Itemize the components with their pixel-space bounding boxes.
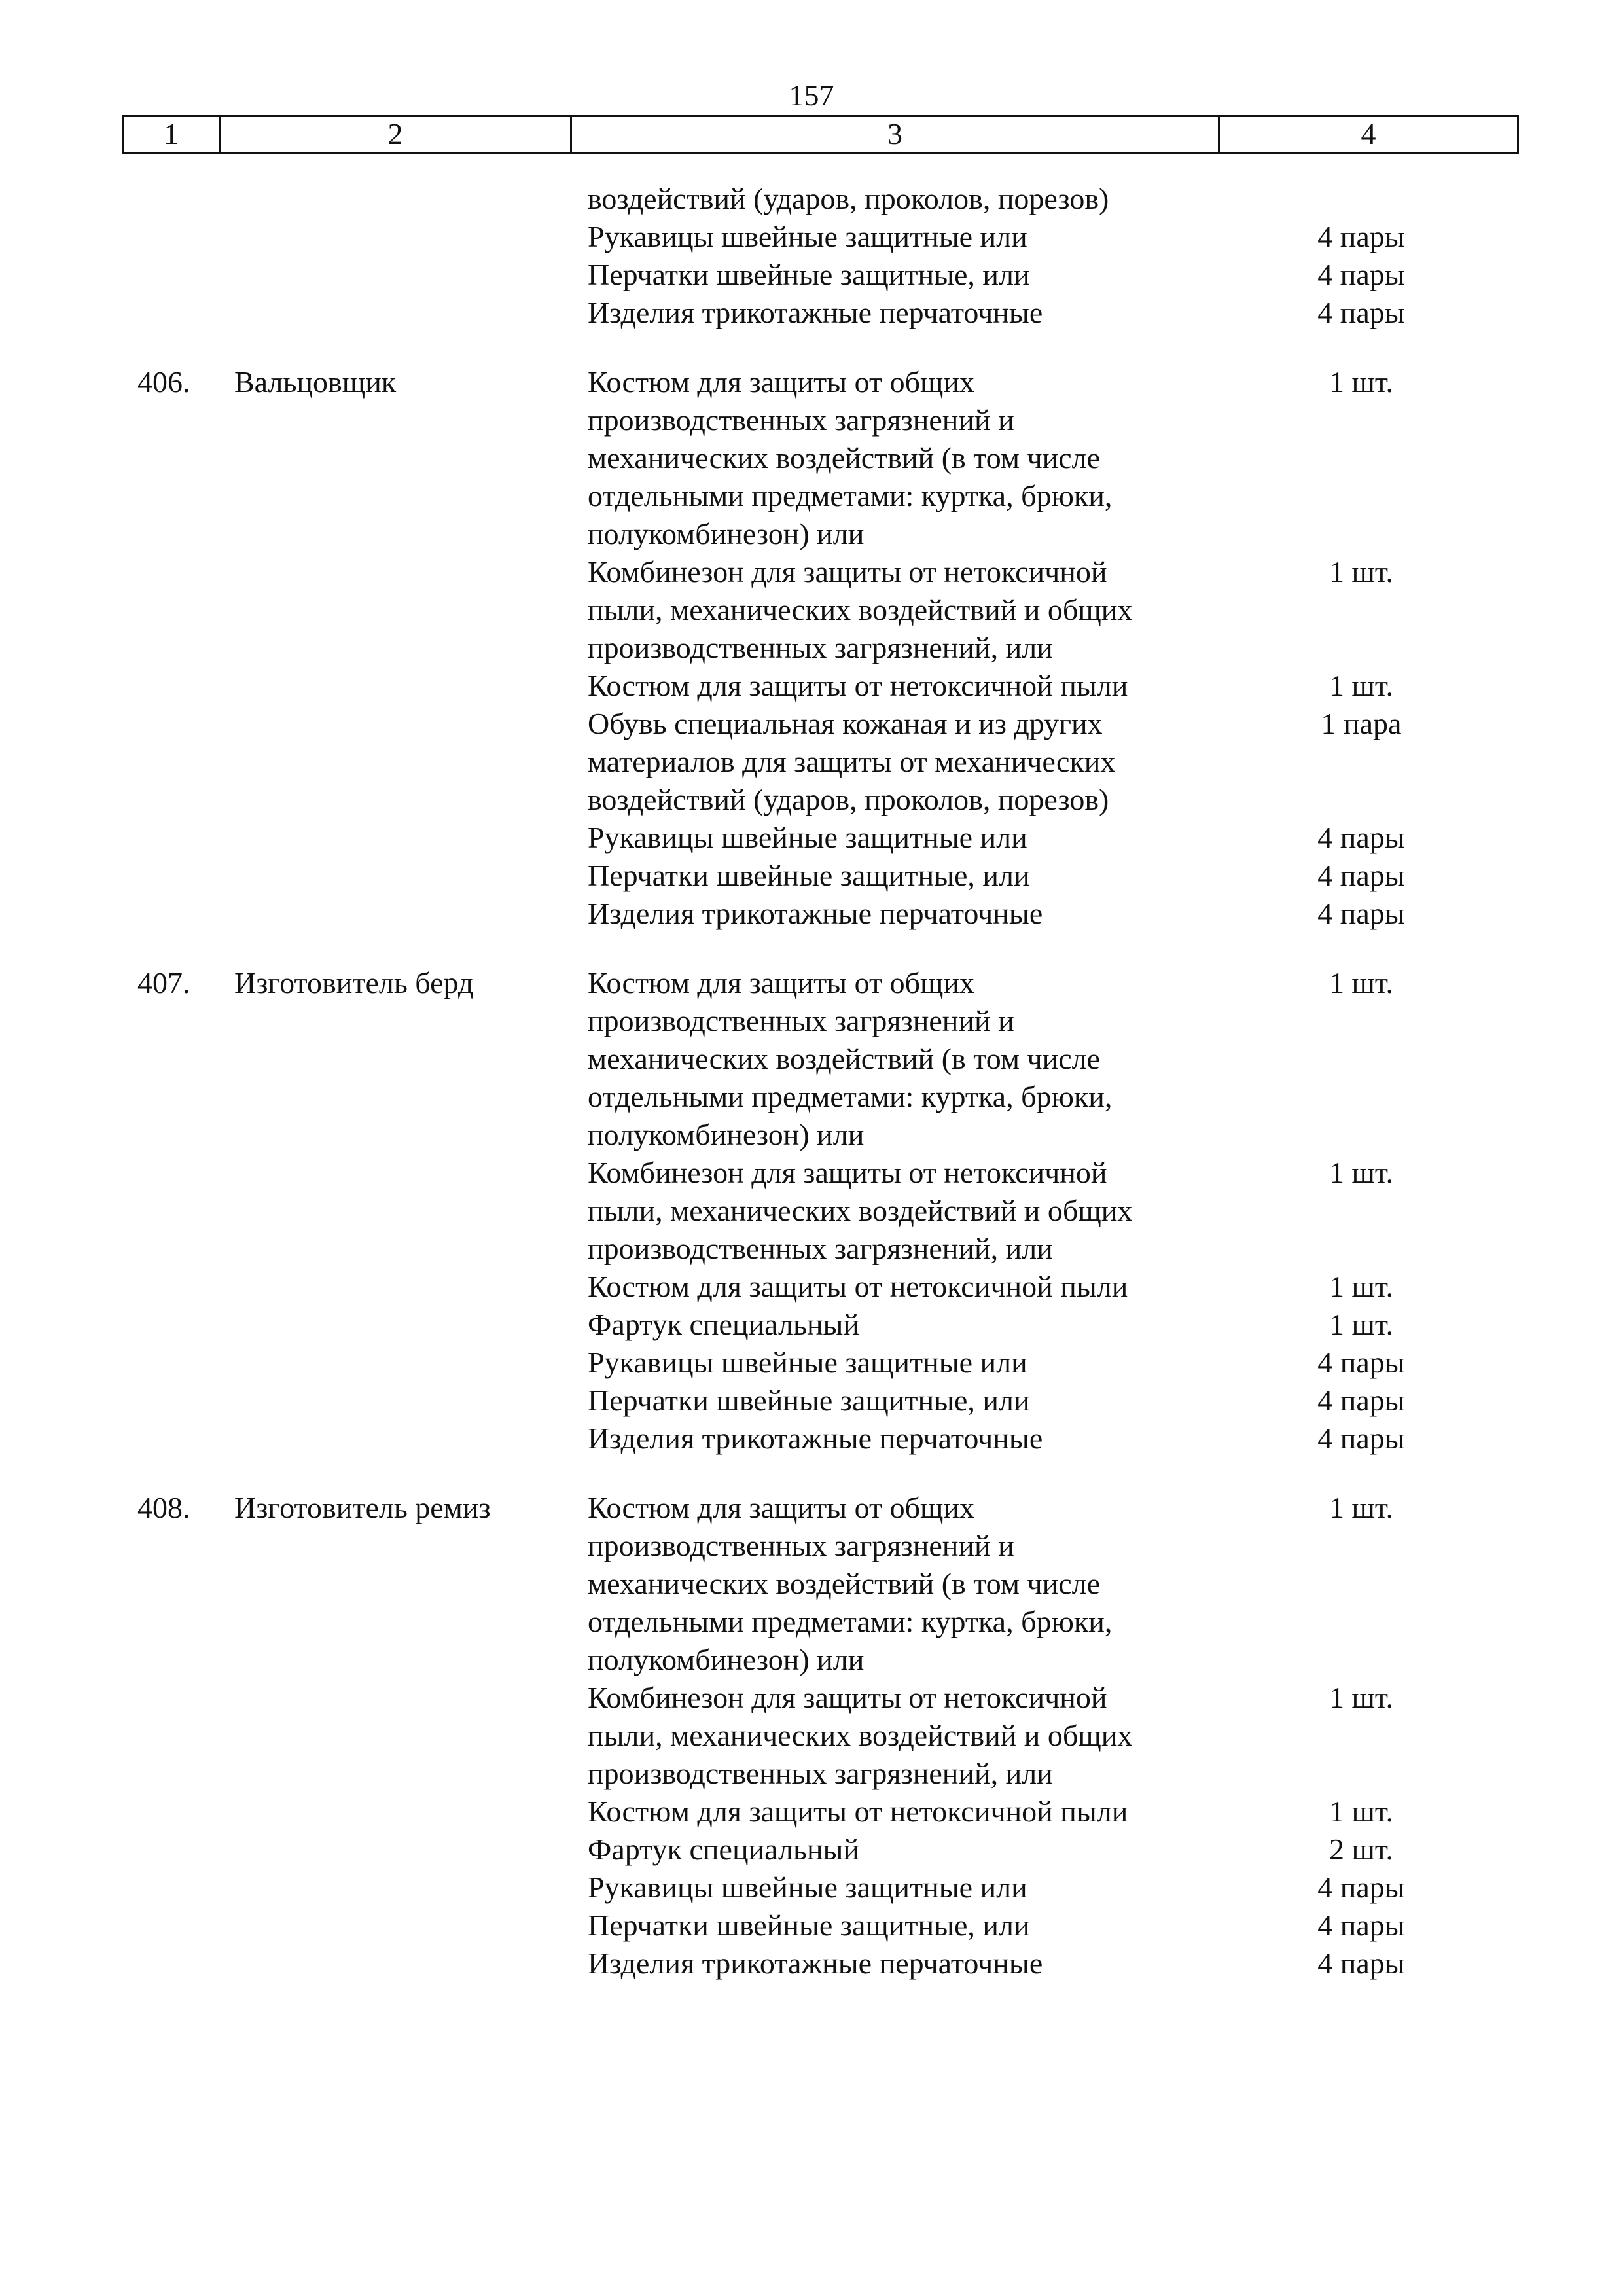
table-row (0, 1755, 1623, 1793)
ppe-quantity: 4 пары (1317, 220, 1405, 253)
table-row (0, 294, 1623, 332)
ppe-item-text: Рукавицы швейные защитные или (588, 220, 1027, 253)
header-col-1: 1 (124, 117, 221, 152)
table-row (0, 363, 1623, 401)
ppe-quantity: 4 пары (1317, 1384, 1405, 1417)
ppe-item-text: производственных загрязнений, или (588, 1757, 1053, 1790)
table-row (0, 1603, 1623, 1641)
ppe-quantity: 4 пары (1317, 897, 1405, 930)
ppe-item-text: материалов для защиты от механических (588, 745, 1116, 778)
page-number: 157 (789, 79, 834, 112)
table-body (0, 180, 1623, 1982)
profession-name: Вальцовщик (234, 365, 397, 399)
ppe-item-text: Костюм для защиты от нетоксичной пыли (588, 669, 1128, 702)
table-row (0, 477, 1623, 515)
table-row (0, 1527, 1623, 1565)
table-row (0, 1268, 1623, 1306)
table-row (0, 1679, 1623, 1717)
ppe-item-text: Изделия трикотажные перчаточные (588, 296, 1043, 329)
table-row (0, 1831, 1623, 1869)
table-row (0, 964, 1623, 1002)
table-row (0, 743, 1623, 781)
ppe-quantity: 1 пара (1321, 707, 1402, 740)
table-row (0, 857, 1623, 895)
ppe-quantity: 1 шт. (1329, 1491, 1394, 1524)
ppe-item-text: Костюм для защиты от нетоксичной пыли (588, 1795, 1128, 1828)
table-row (0, 218, 1623, 256)
table-row (0, 1192, 1623, 1230)
ppe-quantity: 1 шт. (1329, 1795, 1394, 1828)
entry-number: 408. (137, 1491, 190, 1524)
ppe-quantity: 4 пары (1317, 258, 1405, 291)
ppe-item-text: Перчатки швейные защитные, или (588, 1384, 1030, 1417)
ppe-quantity: 4 пары (1317, 821, 1405, 854)
table-row (0, 1907, 1623, 1945)
ppe-item-text: Перчатки швейные защитные, или (588, 859, 1030, 892)
ppe-item-text: пыли, механических воздействий и общих (588, 1719, 1133, 1752)
ppe-quantity: 4 пары (1317, 1346, 1405, 1379)
ppe-item-text: Изделия трикотажные перчаточные (588, 1946, 1043, 1980)
ppe-item-text: полукомбинезон) или (588, 1643, 865, 1676)
ppe-item-text: производственных загрязнений и (588, 403, 1014, 437)
header-col-2: 2 (221, 117, 572, 152)
table-row (0, 1793, 1623, 1831)
ppe-quantity: 1 шт. (1329, 669, 1394, 702)
table-row (0, 895, 1623, 933)
ppe-quantity: 1 шт. (1329, 555, 1394, 588)
ppe-item-text: Комбинезон для защиты от нетоксичной (588, 555, 1107, 588)
table-row (0, 1565, 1623, 1603)
table-row (0, 1717, 1623, 1755)
table-row (0, 1078, 1623, 1116)
table-row (0, 1040, 1623, 1078)
entry-number: 406. (137, 365, 190, 399)
ppe-item-text: производственных загрязнений, или (588, 1232, 1053, 1265)
table-row (0, 256, 1623, 294)
profession-entry (0, 363, 1623, 933)
table-row (0, 439, 1623, 477)
ppe-quantity: 4 пары (1317, 1946, 1405, 1980)
table-row (0, 667, 1623, 705)
table-row (0, 1382, 1623, 1420)
ppe-item-text: отдельными предметами: куртка, брюки, (588, 1080, 1113, 1113)
ppe-quantity: 1 шт. (1329, 365, 1394, 399)
table-row (0, 1002, 1623, 1040)
ppe-quantity: 1 шт. (1329, 1270, 1394, 1303)
ppe-item-text: отдельными предметами: куртка, брюки, (588, 479, 1113, 512)
table-row (0, 705, 1623, 743)
ppe-quantity: 1 шт. (1329, 966, 1394, 999)
ppe-item-text: отдельными предметами: куртка, брюки, (588, 1605, 1113, 1638)
ppe-quantity: 1 шт. (1329, 1681, 1394, 1714)
ppe-item-text: Рукавицы швейные защитные или (588, 1346, 1027, 1379)
ppe-item-text: полукомбинезон) или (588, 1118, 865, 1151)
table-row (0, 781, 1623, 819)
ppe-item-text: пыли, механических воздействий и общих (588, 1194, 1133, 1227)
ppe-item-text: Рукавицы швейные защитные или (588, 821, 1027, 854)
table-row (0, 1306, 1623, 1344)
profession-name: Изготовитель берд (234, 966, 474, 999)
ppe-item-text: производственных загрязнений и (588, 1004, 1014, 1037)
ppe-item-text: Перчатки швейные защитные, или (588, 258, 1030, 291)
ppe-item-text: воздействий (ударов, проколов, порезов) (588, 182, 1109, 215)
table-row (0, 515, 1623, 553)
ppe-item-text: Фартук специальный (588, 1833, 860, 1866)
ppe-item-text: Костюм для защиты от общих (588, 1491, 975, 1524)
table-header (122, 115, 1519, 154)
table-row (0, 1945, 1623, 1982)
ppe-item-text: Изделия трикотажные перчаточные (588, 1422, 1043, 1455)
ppe-item-text: Изделия трикотажные перчаточные (588, 897, 1043, 930)
profession-name: Изготовитель ремиз (234, 1491, 491, 1524)
table-row (0, 1641, 1623, 1679)
table-row (0, 591, 1623, 629)
table-row (0, 1869, 1623, 1907)
ppe-item-text: Перчатки швейные защитные, или (588, 1909, 1030, 1942)
ppe-quantity: 1 шт. (1329, 1308, 1394, 1341)
table-row (0, 1154, 1623, 1192)
entry-number: 407. (137, 966, 190, 999)
profession-entry (0, 1489, 1623, 1982)
table-row (0, 553, 1623, 591)
table-row (0, 401, 1623, 439)
ppe-quantity: 4 пары (1317, 859, 1405, 892)
table-row (0, 1420, 1623, 1458)
ppe-item-text: механических воздействий (в том числе (588, 1042, 1101, 1075)
ppe-quantity: 4 пары (1317, 1422, 1405, 1455)
ppe-quantity: 4 пары (1317, 296, 1405, 329)
table-row (0, 629, 1623, 667)
ppe-item-text: механических воздействий (в том числе (588, 441, 1101, 475)
header-col-4: 4 (1361, 117, 1376, 151)
ppe-item-text: Рукавицы швейные защитные или (588, 1871, 1027, 1904)
table-row (0, 1489, 1623, 1527)
header-col-3: 3 (572, 117, 1220, 152)
ppe-item-text: производственных загрязнений, или (588, 631, 1053, 664)
table-row (0, 1116, 1623, 1154)
ppe-quantity: 4 пары (1317, 1909, 1405, 1942)
table-row (0, 1344, 1623, 1382)
ppe-quantity: 1 шт. (1329, 1156, 1394, 1189)
ppe-item-text: пыли, механических воздействий и общих (588, 593, 1133, 626)
ppe-item-text: воздействий (ударов, проколов, порезов) (588, 783, 1109, 816)
table-row (0, 1230, 1623, 1268)
ppe-item-text: механических воздействий (в том числе (588, 1567, 1101, 1600)
profession-entry (0, 964, 1623, 1458)
ppe-item-text: Фартук специальный (588, 1308, 860, 1341)
table-row (0, 819, 1623, 857)
continuation-block (0, 180, 1623, 332)
ppe-item-text: Костюм для защиты от общих (588, 365, 975, 399)
ppe-item-text: Костюм для защиты от общих (588, 966, 975, 999)
ppe-quantity: 2 шт. (1329, 1833, 1394, 1866)
ppe-quantity: 4 пары (1317, 1871, 1405, 1904)
table-row (0, 180, 1623, 218)
ppe-item-text: Комбинезон для защиты от нетоксичной (588, 1681, 1107, 1714)
ppe-item-text: Обувь специальная кожаная и из других (588, 707, 1103, 740)
ppe-item-text: производственных загрязнений и (588, 1529, 1014, 1562)
ppe-item-text: Костюм для защиты от нетоксичной пыли (588, 1270, 1128, 1303)
ppe-item-text: полукомбинезон) или (588, 517, 865, 550)
ppe-item-text: Комбинезон для защиты от нетоксичной (588, 1156, 1107, 1189)
